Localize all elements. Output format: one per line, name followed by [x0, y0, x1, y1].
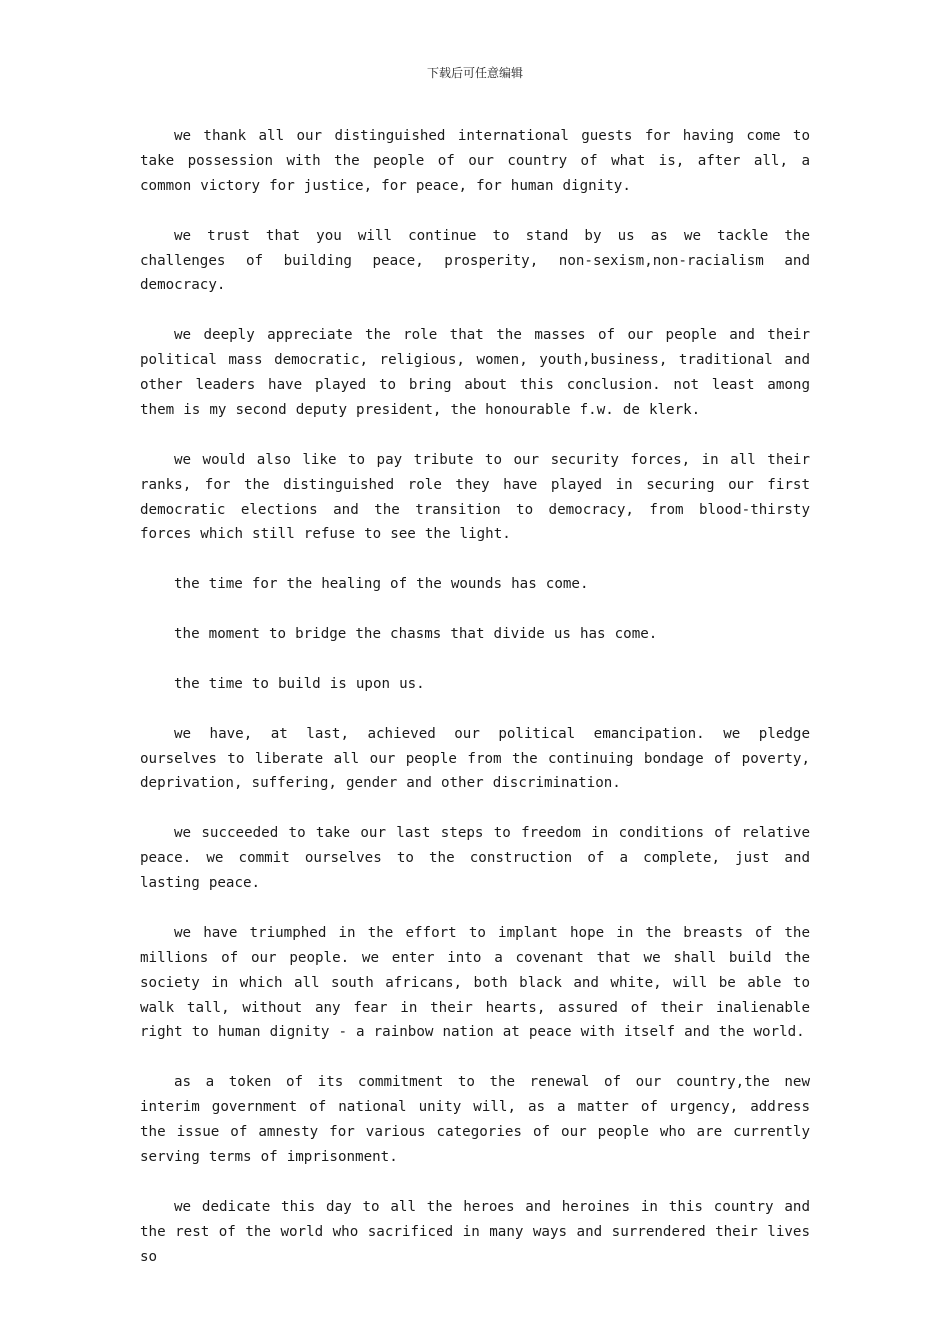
- paragraph: we have triumphed in the effort to implant hope in the breasts of the millions of our people. we enter into a covenant that we shall build the society in which all south africans, both black and white, will be able to walk tall, without any fear in their hearts, assured of their inalienable right to human dignity - a rainbow nation at peace with itself and the world.: [140, 924, 810, 1041]
- paragraph: the moment to bridge the chasms that divide us has come.: [174, 626, 658, 643]
- page-header-note: 下载后可任意编辑: [426, 66, 523, 80]
- paragraph: we trust that you will continue to stand by us as we tackle the challenges of building peace, prosperity, non-sexism,non-racialism and democracy.: [140, 227, 810, 294]
- paragraph: we have, at last, achieved our political emancipation. we pledge ourselves to liberate all our people from the continuing bondage of poverty, deprivation, suffering, gender and other discrimination.: [140, 725, 810, 792]
- paragraph: we thank all our distinguished international guests for having come to take possession with the people of our country of what is, after all, a common victory for justice, for peace, for human dignity.: [140, 128, 810, 194]
- paragraph: the time for the healing of the wounds has come.: [174, 576, 589, 593]
- paragraph: as a token of its commitment to the renewal of our country,the new interim government of national unity will, as a matter of urgency, address the issue of amnesty for various categories of our people who are currently serving terms of imprisonment.: [140, 1074, 810, 1165]
- paragraph: we deeply appreciate the role that the masses of our people and their political mass democratic, religious, women, youth,business, traditional and other leaders have played to bring about this conclusion. not least among them is my second deputy president, the honourable f.w. de klerk.: [140, 327, 810, 418]
- paragraph: we dedicate this day to all the heroes and heroines in this country and the rest of the world who sacrificed in many ways and surrendered their lives so: [140, 1198, 810, 1265]
- paragraph: we would also like to pay tribute to our security forces, in all their ranks, for the distinguished role they have played in securing our first democratic elections and the transition to democracy, from blood-thirsty forces which still refuse to see the light.: [140, 451, 810, 543]
- document-body: [140, 124, 810, 1294]
- paragraph: the time to build is upon us.: [174, 675, 425, 692]
- paragraph: we succeeded to take our last steps to freedom in conditions of relative peace. we commit ourselves to the construction of a complete, just and lasting peace.: [140, 825, 810, 892]
